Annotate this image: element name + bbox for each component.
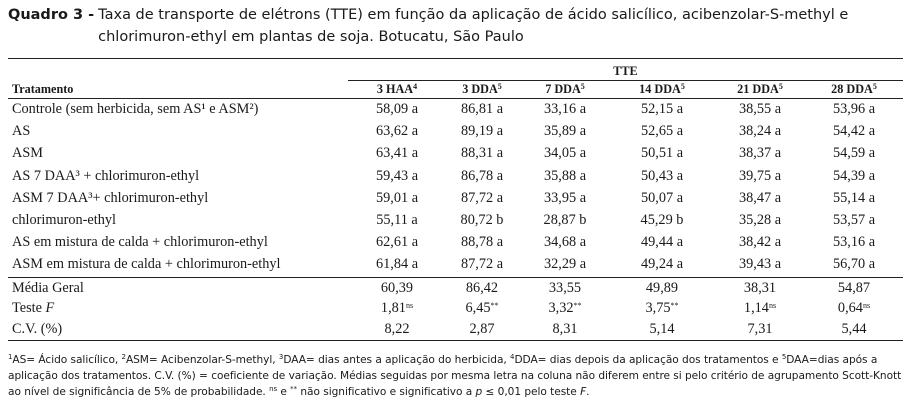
table-cell: 59,01 a [375,189,419,206]
table-cell: 54,39 a [832,167,876,184]
table-cell: 35,28 a [738,212,782,228]
media-cell: 86,42 [465,279,499,296]
table-cell: 58,09 a [375,101,419,117]
media-cell: 33,55 [548,279,582,296]
table-cell: 59,43 a [375,167,419,184]
table-cell: 38,55 a [738,101,782,117]
teste-cell: 3,32** [548,300,582,317]
table-cell: 49,44 a [640,234,684,251]
row-label: AS [12,123,31,140]
table-cell: 38,24 a [738,123,782,140]
table-cell: 38,42 a [738,234,782,251]
table-bottom-rule [8,340,903,341]
table-cell: 35,88 a [543,167,587,184]
table-cell: 55,11 a [376,212,418,228]
row-label: AS em mistura de calda + chlorimuron-ethyl [12,234,268,251]
column-header: 28 DDA$^5$ [831,82,877,96]
table-cell: 33,95 a [543,189,587,206]
teste-cell: 6,45** [465,300,499,317]
table-cell: 39,75 a [738,167,782,184]
table-cell: 55,14 a [832,189,876,206]
column-header: 21 DDA$^5$ [737,82,783,96]
cv-cell: 5,44 [841,320,867,337]
table-cell: 49,24 a [640,256,684,273]
table-cell: 38,37 a [738,145,782,162]
row-label: Controle (sem herbicida, sem AS¹ e ASM²) [12,101,259,117]
table-caption [8,4,908,48]
table-cell: 35,89 a [543,123,587,140]
table-cell: 89,19 a [460,123,504,140]
table-cell: 86,78 a [460,167,504,184]
cv-cell: 8,31 [552,320,578,337]
table-cell: 33,16 a [543,101,587,117]
media-cell: 49,89 [645,279,679,296]
table-cell: 32,29 a [543,256,587,273]
table-cell: 87,72 a [460,189,504,206]
media-cell: 54,87 [837,279,871,296]
cv-cell: 8,22 [384,320,410,337]
media-cell: 60,39 [380,279,414,296]
caption-text: Taxa de transporte de elétrons (TTE) em função da aplicação de ácido salicílico, acibenzolar-S-methyl e chlorimuron-ethyl em plantas de soja. Botucatu, São Paulo [98,7,849,45]
table-cell: 38,47 a [738,189,782,206]
teste-cell: $0,64^{ns}$ [837,300,871,317]
row-label: ASM em mistura de calda + chlorimuron-ethyl [12,256,281,273]
row-label: ASM 7 DAA³+ chlorimuron-ethyl [12,189,209,206]
table-cell: 52,65 a [640,123,684,140]
column-header: 3 HAA$^4$ [376,82,418,96]
cv-cell: 5,14 [649,320,675,337]
teste-label: Teste F [12,300,55,317]
table-cell: 45,29 b [640,212,684,228]
media-cell: 38,31 [743,279,777,296]
table-cell: 88,78 a [460,234,504,251]
table-cell: 61,84 a [375,256,419,273]
footnote: $^1$AS= Ácido salicílico, $^2$ASM= Acibenzolar-S-methyl, $^3$DAA= dias antes a aplicação do herbicida, $^4$DDA= dias depois da aplicação dos tratamentos e $^5$DAA=dias após a aplicação dos tratamentos. C.V. (%) = coeficiente de variação. Médias seguidas por mesma letra na coluna não diferem entre si pelo critério de agrupamento Scott-Knott ao nível de significância de 5% de probabilidade. $^{ns}$ e ** não significativo e significativo a p ≤ 0,01 pelo teste F. [8,353,902,398]
table-cell: 39,43 a [738,256,782,273]
column-header: 7 DDA$^5$ [545,82,585,96]
table-cell: 63,62 a [375,123,419,140]
row-label: AS 7 DAA³ + chlorimuron-ethyl [12,167,200,184]
row-label: chlorimuron-ethyl [12,212,117,228]
table-cell: 63,41 a [375,145,419,162]
media-label: Média Geral [12,279,84,296]
table-cell: 34,05 a [543,145,587,162]
teste-cell: $1,81^{ns}$ [380,300,414,317]
cv-cell: 7,31 [747,320,773,337]
table-cell: 50,43 a [640,167,684,184]
table-cell: 53,57 a [832,212,876,228]
table-cell: 28,87 b [543,212,587,228]
table-cell: 50,51 a [640,145,684,162]
column-header: 3 DDA$^5$ [462,82,502,96]
cv-label: C.V. (%) [12,320,63,337]
table-cell: 54,42 a [832,123,876,140]
table-cell: 54,59 a [832,145,876,162]
table-cell: 87,72 a [460,256,504,273]
teste-cell: 3,75** [645,300,679,317]
group-header: TTE [613,64,638,78]
column-header: 14 DDA$^5$ [639,82,685,96]
table-cell: 34,68 a [543,234,587,251]
caption-label: Quadro 3 - [8,7,95,23]
table-cell: 88,31 a [460,145,504,162]
table-cell: 53,16 a [832,234,876,251]
teste-cell: $1,14^{ns}$ [743,300,777,317]
table-top-rule [8,58,903,59]
table-cell: 53,96 a [832,101,876,117]
table-cell: 62,61 a [375,234,419,251]
table-cell: 56,70 a [832,256,876,273]
treatment-header: Tratamento [12,82,74,96]
cv-cell: 2,87 [469,320,495,337]
table-cell: 86,81 a [460,101,504,117]
table-cell: 80,72 b [460,212,504,228]
table-cell: 50,07 a [640,189,684,206]
row-label: ASM [12,145,43,162]
table-cell: 52,15 a [640,101,684,117]
